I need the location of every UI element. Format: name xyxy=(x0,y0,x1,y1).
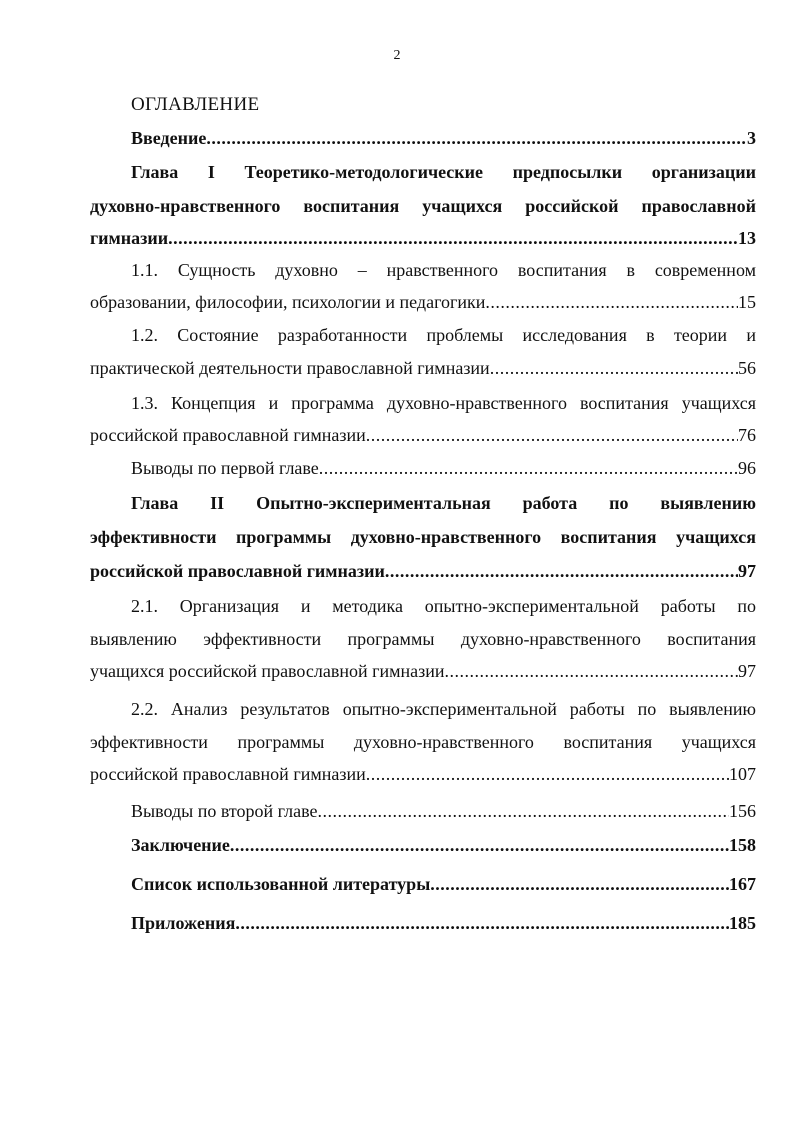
entry-title: Выводы по первой главе xyxy=(131,458,319,478)
toc-section-1-2-line1[interactable]: 1.2. Состояние разработанности проблемы исследования в теории и xyxy=(131,325,756,345)
entry-title: Приложения xyxy=(131,913,236,933)
toc-entry-conclusion[interactable] xyxy=(131,833,756,857)
entry-title: учащихся российской православной гимназии xyxy=(90,661,445,681)
entry-page: 76 xyxy=(738,425,756,445)
entry-page: 97 xyxy=(738,661,756,681)
entry-page: 158 xyxy=(729,835,756,855)
entry-title: Введение xyxy=(131,128,207,148)
leader-dots xyxy=(230,833,729,857)
entry-title: российской православной гимназии xyxy=(90,561,385,581)
toc-chapter2-line3[interactable] xyxy=(90,559,756,583)
entry-title: практической деятельности православной гимназии xyxy=(90,358,490,378)
leader-dots xyxy=(385,559,738,583)
leader-dots xyxy=(168,226,738,250)
entry-title: образовании, философии, психологии и педагогики xyxy=(90,292,486,312)
entry-page: 15 xyxy=(738,292,756,312)
leader-dots xyxy=(490,356,738,380)
toc-section-2-1-line2[interactable]: выявлению эффективности программы духовно-нравственного воспитания xyxy=(90,629,756,649)
toc-section-1-1-line2[interactable] xyxy=(90,290,756,314)
toc-chapter2-line2[interactable]: эффективности программы духовно-нравственного воспитания учащихся xyxy=(90,527,756,547)
entry-title: российской православной гимназии xyxy=(90,425,366,445)
toc-section-1-3-line2[interactable] xyxy=(90,423,756,447)
toc-section-1-3-line1[interactable]: 1.3. Концепция и программа духовно-нравственного воспитания учащихся xyxy=(131,393,756,413)
leader-dots xyxy=(235,911,729,935)
entry-title: Выводы по второй главе xyxy=(131,801,318,821)
entry-title: гимназии xyxy=(90,228,169,248)
leader-dots xyxy=(430,872,729,896)
leader-dots xyxy=(366,762,729,786)
entry-page: 156 xyxy=(729,801,756,821)
entry-page: 97 xyxy=(738,561,756,581)
toc-entry-intro[interactable] xyxy=(131,126,756,150)
entry-page: 13 xyxy=(738,228,756,248)
toc-conclusions-chapter2[interactable] xyxy=(131,799,756,823)
leader-dots xyxy=(206,126,747,150)
entry-page: 107 xyxy=(729,764,756,784)
leader-dots xyxy=(485,290,738,314)
entry-title: Список использованной литературы xyxy=(131,874,431,894)
entry-page: 185 xyxy=(729,913,756,933)
toc-section-2-1-line1[interactable]: 2.1. Организация и методика опытно-экспериментальной работы по xyxy=(131,596,756,616)
toc-chapter1-line1[interactable]: Глава I Теоретико-методологические предпосылки организации xyxy=(131,162,756,182)
toc-conclusions-chapter1[interactable] xyxy=(131,456,756,480)
leader-dots xyxy=(445,659,738,683)
toc-entry-appendices[interactable] xyxy=(131,911,756,935)
toc-entry-references[interactable] xyxy=(131,872,756,896)
toc-section-2-2-line2[interactable]: эффективности программы духовно-нравственного воспитания учащихся xyxy=(90,732,756,752)
toc-section-2-2-line1[interactable]: 2.2. Анализ результатов опытно-экспериментальной работы по выявлению xyxy=(131,699,756,719)
leader-dots xyxy=(366,423,738,447)
toc-chapter1-line2[interactable]: духовно-нравственного воспитания учащихся российской православной xyxy=(90,196,756,216)
entry-page: 56 xyxy=(738,358,756,378)
toc-section-1-1-line1[interactable]: 1.1. Сущность духовно – нравственного воспитания в современном xyxy=(131,260,756,280)
entry-title: российской православной гимназии xyxy=(90,764,366,784)
entry-page: 3 xyxy=(747,128,756,148)
entry-page: 167 xyxy=(729,874,756,894)
page-number: 2 xyxy=(393,48,401,63)
entry-title: Заключение xyxy=(131,835,230,855)
entry-page: 96 xyxy=(738,458,756,478)
toc-section-2-1-line3[interactable] xyxy=(90,659,756,683)
toc-section-2-2-line3[interactable] xyxy=(90,762,756,786)
toc-chapter2-line1[interactable]: Глава II Опытно-экспериментальная работа по выявлению xyxy=(131,493,756,513)
toc-heading: ОГЛАВЛЕНИЕ xyxy=(131,94,260,115)
leader-dots xyxy=(319,456,738,480)
leader-dots xyxy=(317,799,729,823)
toc-section-1-2-line2[interactable] xyxy=(90,356,756,380)
toc-chapter1-line3[interactable] xyxy=(90,226,756,250)
